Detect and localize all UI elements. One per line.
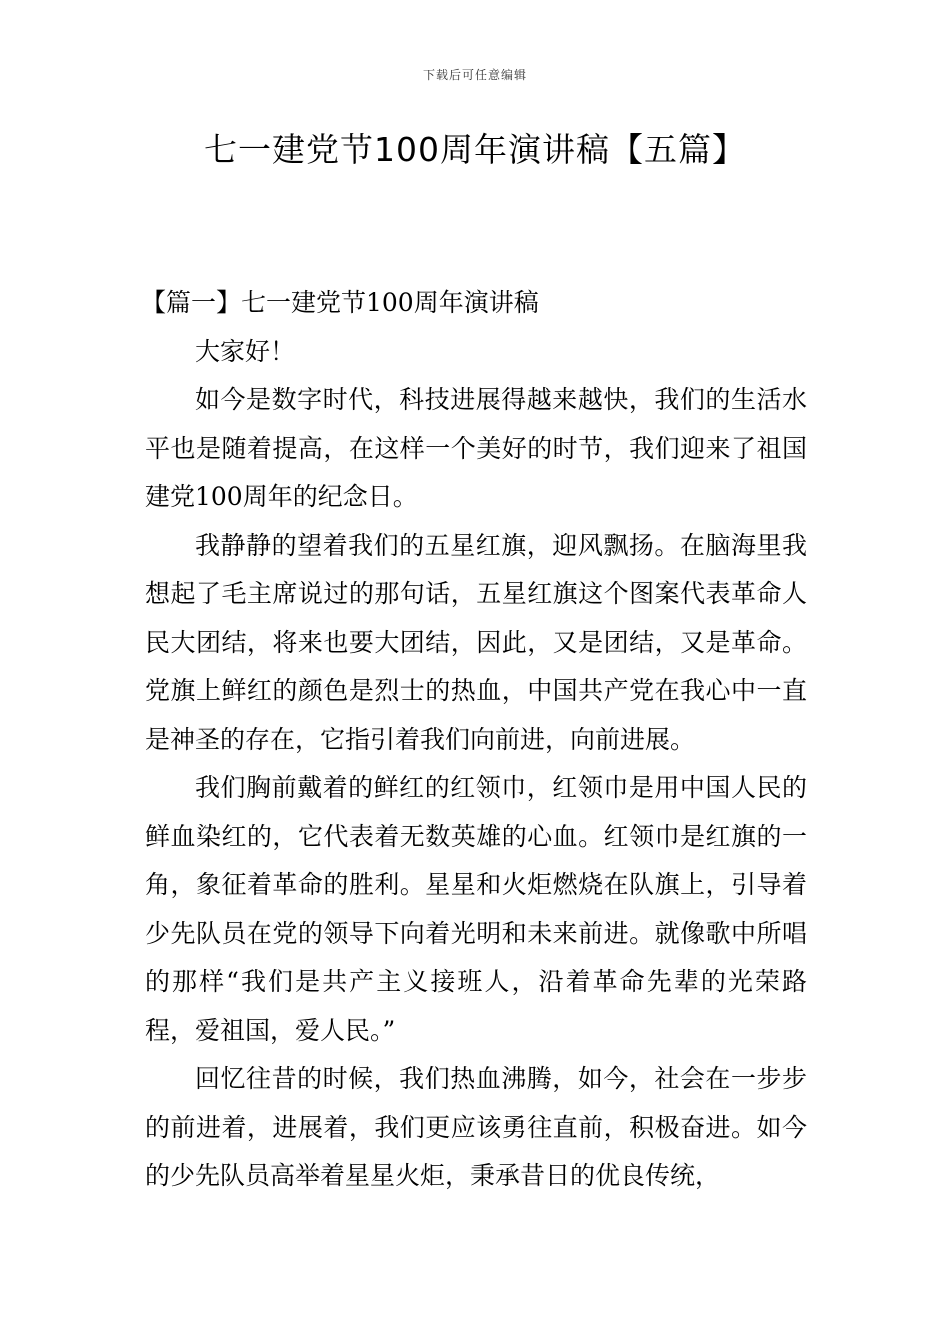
document-body bbox=[141, 279, 807, 1201]
header-note: 下载后可任意编辑 bbox=[422, 68, 527, 82]
document-title: 七一建党节100周年演讲稿【五篇】 bbox=[204, 130, 746, 169]
paragraph: 如今是数字时代，科技进展得越来越快，我们的生活水平也是随着提高，在这样一个美好的时节，我们迎来了祖国建党100周年的纪念日。 bbox=[145, 385, 807, 511]
paragraph-greeting: 大家好！ bbox=[195, 336, 296, 366]
paragraph: 回忆往昔的时候，我们热血沸腾，如今，社会在一步步的前进着，进展着，我们更应该勇往直前，积极奋进。如今的少先队员高举着星星火炬，秉承昔日的优良传统， bbox=[145, 1064, 807, 1190]
paragraph: 我们胸前戴着的鲜红的红领巾，红领巾是用中国人民的鲜血染红的，它代表着无数英雄的心血。红领巾是红旗的一角，象征着革命的胜利。星星和火炬燃烧在队旗上，引导着少先队员在党的领导下向着光明和未来前进。就像歌中所唱的那样“我们是共产主义接班人，沿着革命先辈的光荣路程，爱祖国，爱人民。” bbox=[145, 773, 807, 1045]
section-heading: 【篇一】七一建党节100周年演讲稿 bbox=[141, 288, 539, 317]
paragraph: 我静静的望着我们的五星红旗，迎风飘扬。在脑海里我想起了毛主席说过的那句话，五星红旗这个图案代表革命人民大团结，将来也要大团结，因此，又是团结，又是革命。党旗上鲜红的颜色是烈士的热血，中国共产党在我心中一直是神圣的存在，它指引着我们向前进，向前进展。 bbox=[145, 530, 807, 754]
